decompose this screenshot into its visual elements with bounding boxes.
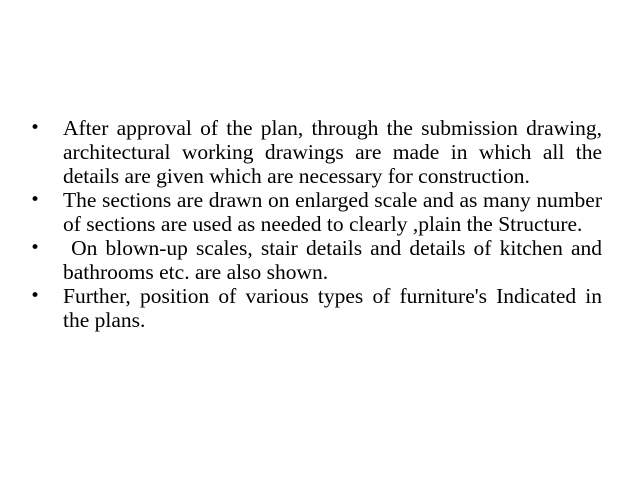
bullet-item — [30, 236, 608, 284]
bullet-text: The sections are drawn on enlarged scale and as many number of sections are used as needed to clearly ,plain the Structure. — [63, 188, 602, 236]
bullet-text: After approval of the plan, through the submission drawing, architectural working drawings are made in which all the details are given which are necessary for construction. — [63, 116, 602, 188]
bullet-icon: • — [30, 286, 41, 306]
bullet-icon: • — [30, 190, 41, 210]
bullet-icon: • — [30, 238, 41, 258]
bullet-list — [30, 116, 608, 332]
bullet-item — [30, 188, 602, 236]
bullet-item — [30, 116, 602, 188]
bullet-text: Further, position of various types of furniture's Indicated in the plans. — [63, 284, 602, 332]
bullet-text: On blown-up scales, stair details and details of kitchen and bathrooms etc. are also shown. — [63, 236, 608, 284]
bullet-item — [30, 284, 602, 332]
bullet-icon: • — [30, 118, 41, 138]
